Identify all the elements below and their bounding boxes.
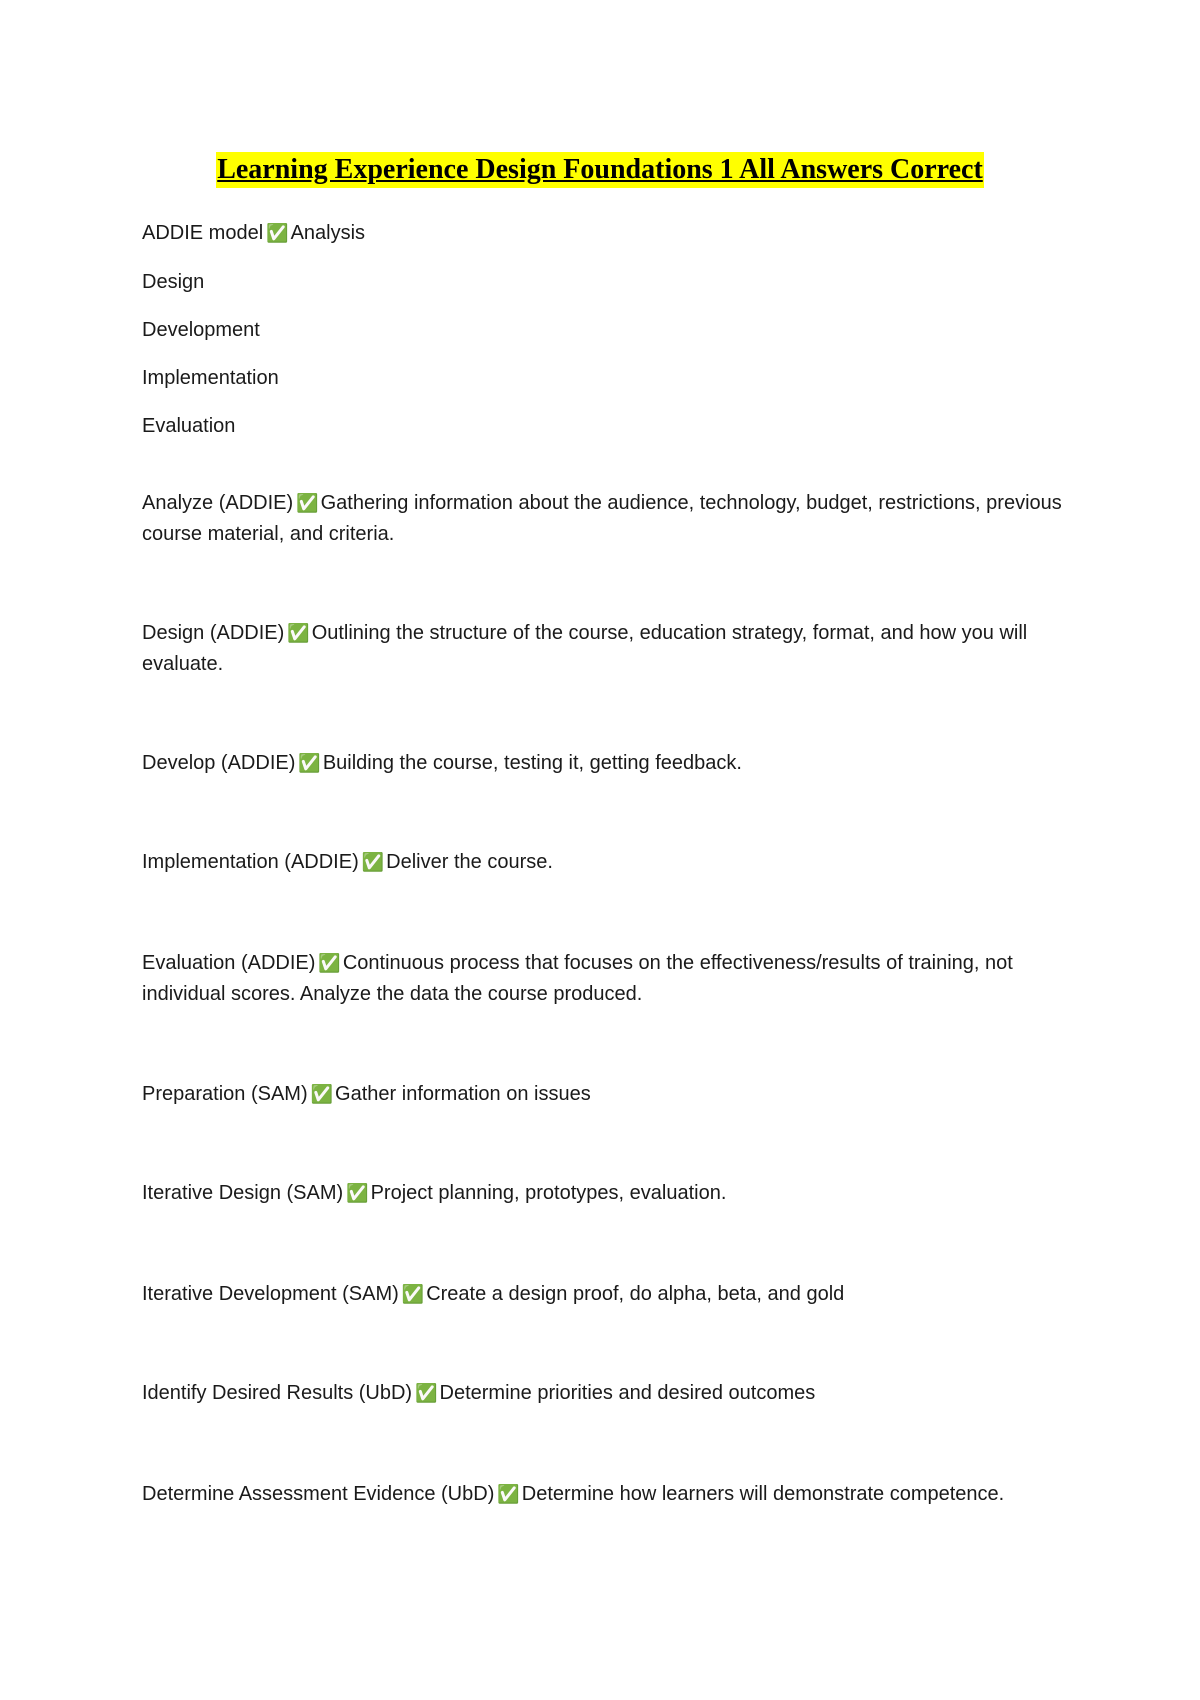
entry-answer: Outlining the structure of the course, education strategy, format, and how you will evaluate. <box>142 622 1028 675</box>
check-mark-icon: ✅ <box>346 1183 369 1204</box>
check-mark-icon: ✅ <box>318 953 341 974</box>
qa-entry-preparation <box>142 1079 1062 1110</box>
entry-term: Identify Desired Results (UbD) <box>142 1382 413 1404</box>
entry-answer: Gathering information about the audience, technology, budget, restrictions, previous course material, and criteria. <box>142 492 1062 545</box>
check-mark-icon: ✅ <box>361 852 385 873</box>
addie-step-implementation: Implementation <box>142 367 279 389</box>
check-mark-icon: ✅ <box>497 1484 520 1505</box>
entry-answer: Building the course, testing it, getting feedback. <box>322 752 742 774</box>
addie-model-first-line <box>142 218 1082 249</box>
entry-term: Iterative Design (SAM) <box>142 1182 344 1204</box>
addie-step-design: Design <box>142 271 205 293</box>
document-title: Learning Experience Design Foundations 1 All Answers Correct <box>216 152 984 188</box>
title-container <box>0 152 1200 188</box>
qa-entry-iterative-development <box>142 1279 1062 1310</box>
qa-entry-iterative-design <box>142 1178 1062 1209</box>
addie-step-evaluation: Evaluation <box>142 415 236 437</box>
entry-term: Determine Assessment Evidence (UbD) <box>142 1483 495 1505</box>
entry-answer: Gather information on issues <box>335 1083 591 1105</box>
qa-entry-analyze <box>142 488 1062 549</box>
entry-term: Evaluation (ADDIE) <box>142 952 316 974</box>
qa-entry-develop <box>142 748 1062 779</box>
check-mark-icon: ✅ <box>415 1383 438 1404</box>
check-mark-icon: ✅ <box>266 223 289 244</box>
check-mark-icon: ✅ <box>298 753 321 774</box>
addie-step-development: Development <box>142 319 260 341</box>
qa-entry-evaluation <box>142 948 1022 1009</box>
entry-term: Iterative Development (SAM) <box>142 1283 399 1305</box>
addie-model-entry <box>142 218 1082 441</box>
entry-answer: Analysis <box>290 222 366 244</box>
qa-entry-determine-assessment-evidence <box>142 1479 1082 1510</box>
check-mark-icon: ✅ <box>296 493 319 514</box>
qa-entry-design <box>142 618 1042 679</box>
entry-answer: Project planning, prototypes, evaluation. <box>370 1182 727 1204</box>
entry-term: Implementation (ADDIE) <box>142 851 359 873</box>
entry-answer: Determine priorities and desired outcomes <box>439 1382 816 1404</box>
qa-entry-identify-desired-results <box>142 1378 1062 1409</box>
check-mark-icon: ✅ <box>310 1084 334 1105</box>
entry-term: Preparation (SAM) <box>142 1083 308 1105</box>
entry-answer: Continuous process that focuses on the effectiveness/results of training, not individual scores. Analyze the data the course produced. <box>142 952 1013 1005</box>
check-mark-icon: ✅ <box>287 623 310 644</box>
qa-entry-implementation <box>142 847 1062 878</box>
entry-term: Develop (ADDIE) <box>142 752 296 774</box>
entry-answer: Deliver the course. <box>386 851 553 873</box>
entry-answer: Create a design proof, do alpha, beta, and gold <box>426 1283 845 1305</box>
entry-term: Analyze (ADDIE) <box>142 492 294 514</box>
entry-term: ADDIE model <box>142 222 264 244</box>
check-mark-icon: ✅ <box>401 1284 425 1305</box>
entry-term: Design (ADDIE) <box>142 622 285 644</box>
entry-answer: Determine how learners will demonstrate competence. <box>521 1483 1005 1505</box>
